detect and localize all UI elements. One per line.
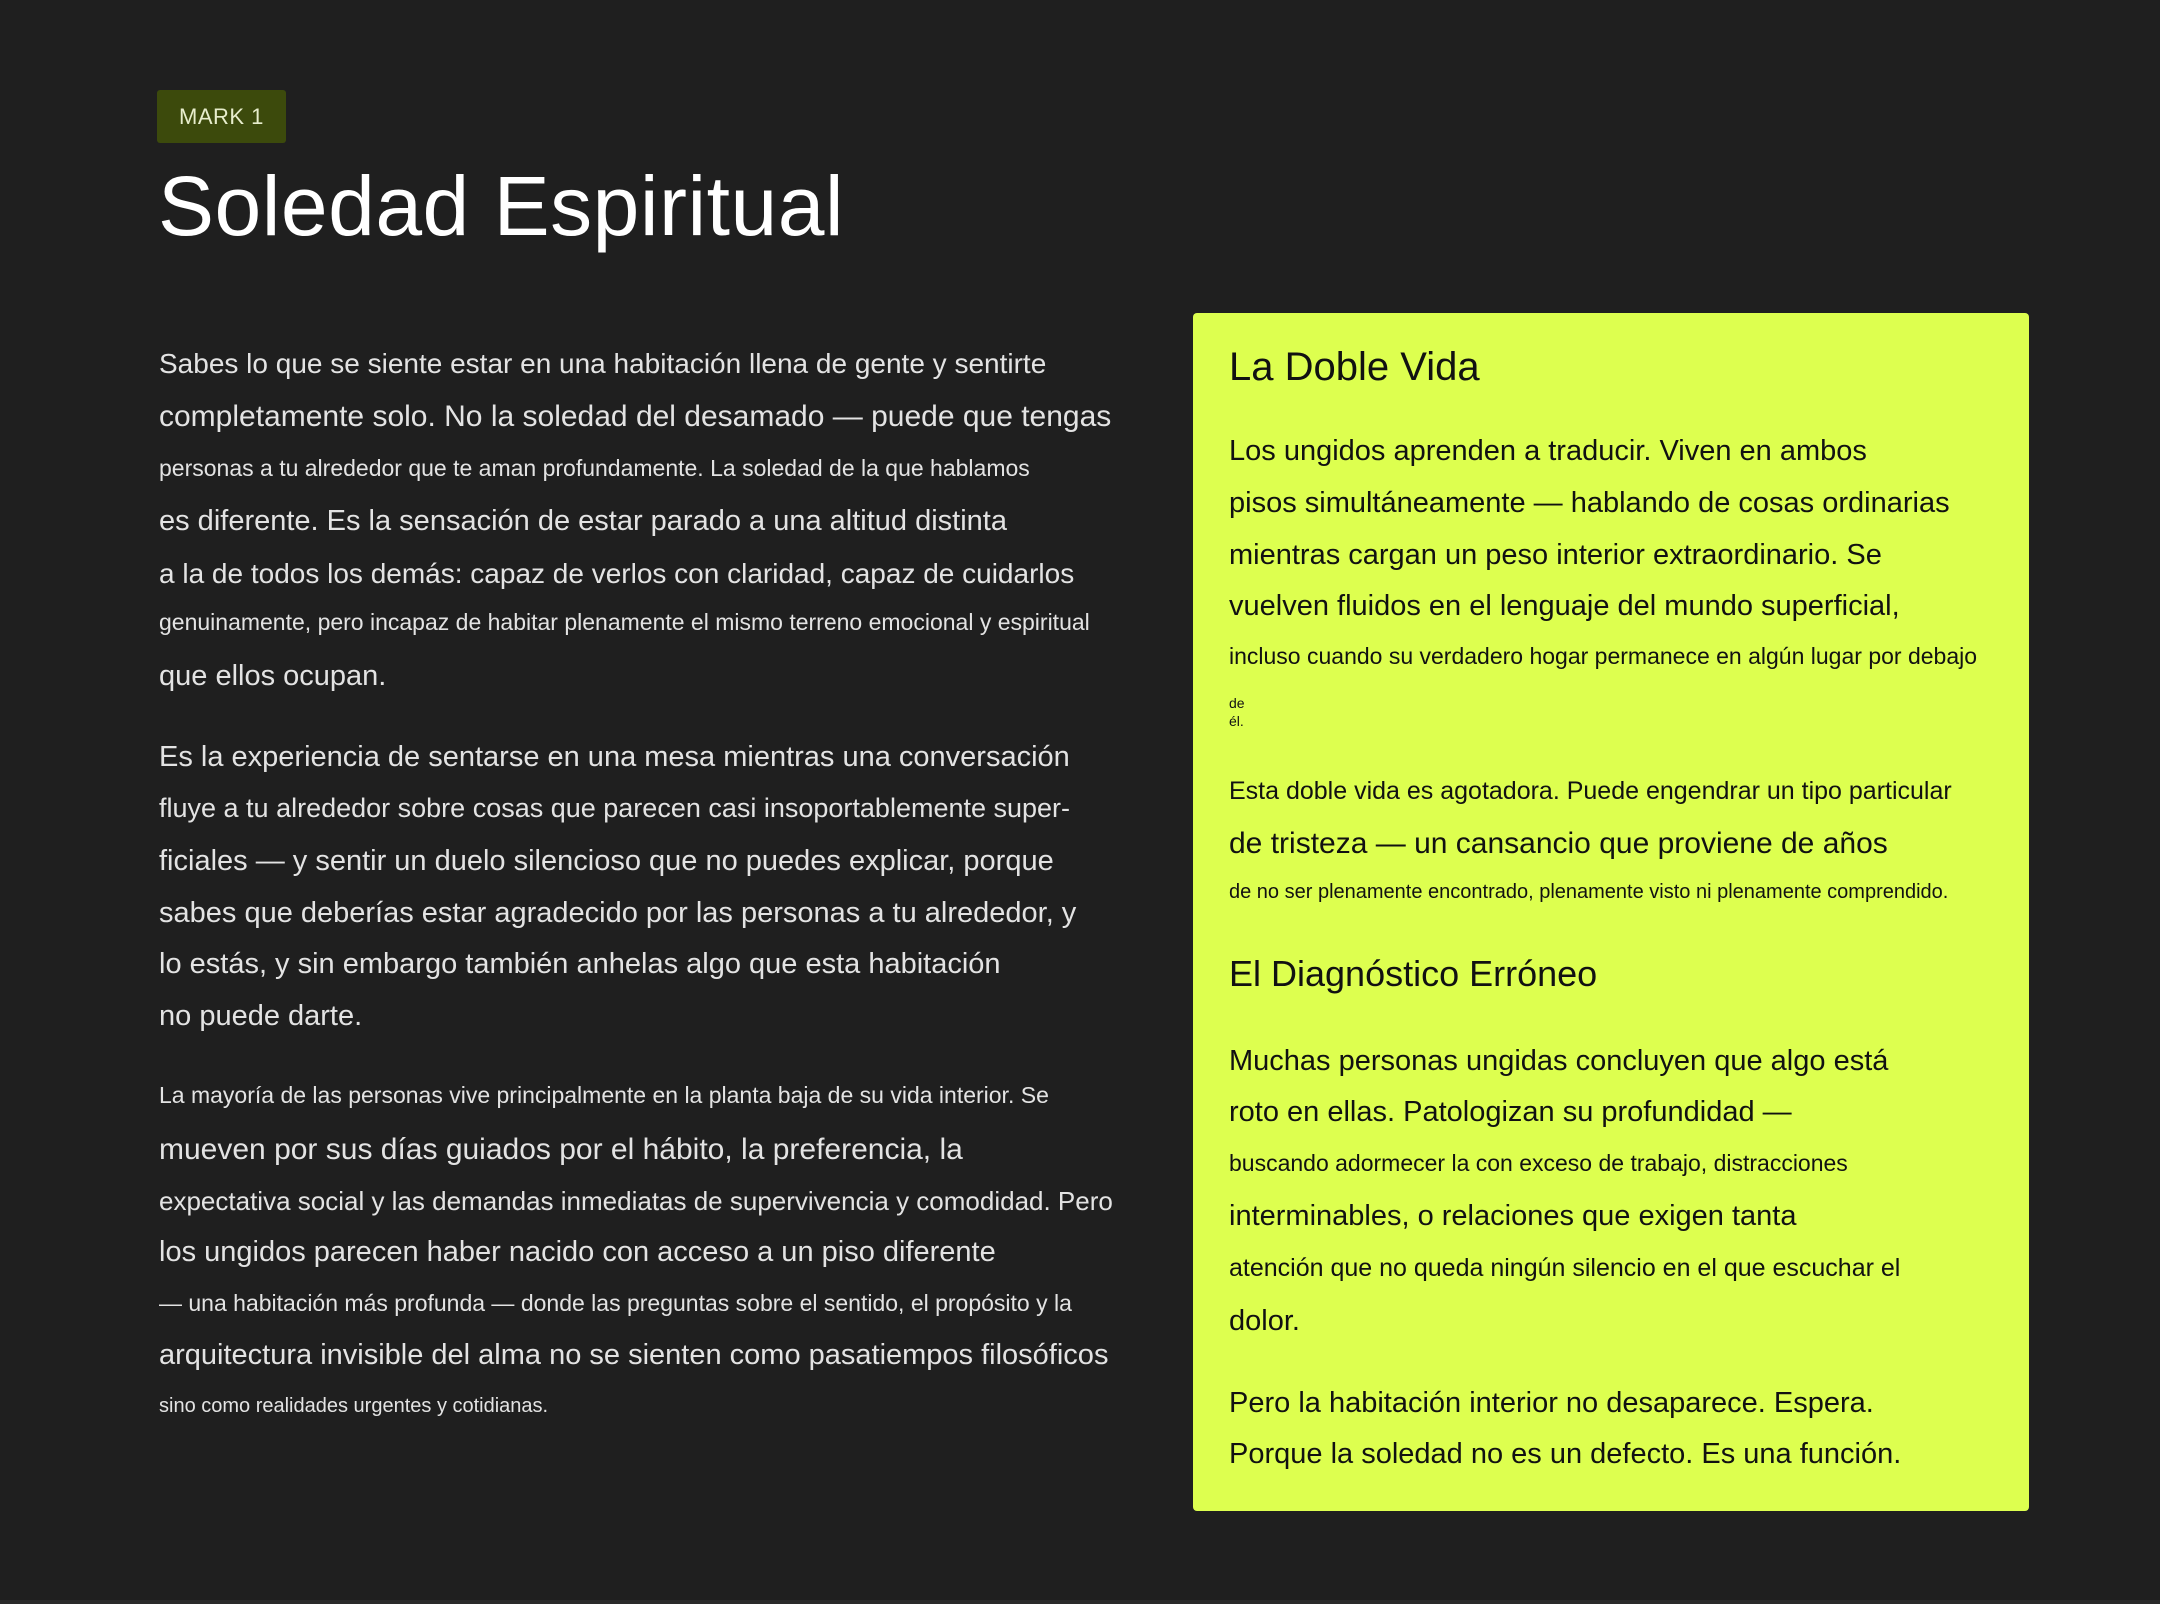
body-line: ficiales — y sentir un duelo silencioso que no puedes explicar, porque xyxy=(159,845,1054,877)
section-badge: MARK 1 xyxy=(157,90,286,143)
panel-line: roto en ellas. Patologizan su profundidad — xyxy=(1229,1096,1792,1128)
body-line: personas a tu alrededor que te aman profundamente. La soledad de la que hablamos xyxy=(159,455,1030,481)
panel-line: de no ser plenamente encontrado, plenamente visto ni plenamente comprendido. xyxy=(1229,881,1949,903)
panel-line: Muchas personas ungidas concluyen que algo está xyxy=(1229,1045,1889,1077)
panel-heading: La Doble Vida xyxy=(1229,345,1480,389)
panel-line: dolor. xyxy=(1229,1305,1300,1337)
body-line: genuinamente, pero incapaz de habitar plenamente el mismo terreno emocional y espiritual xyxy=(159,609,1090,635)
body-line: es diferente. Es la sensación de estar parado a una altitud distinta xyxy=(159,505,1007,537)
body-line: fluye a tu alrededor sobre cosas que parecen casi insoportablemente super- xyxy=(159,793,1071,823)
body-line: — una habitación más profunda — donde las preguntas sobre el sentido, el propósito y la xyxy=(159,1290,1072,1316)
panel-line: él. xyxy=(1229,713,1244,729)
panel-line: mientras cargan un peso interior extraordinario. Se xyxy=(1229,539,1882,571)
body-line: sino como realidades urgentes y cotidianas. xyxy=(159,1395,549,1417)
body-line: Sabes lo que se siente estar en una habitación llena de gente y sentirte xyxy=(159,348,1047,379)
body-line: lo estás, y sin embargo también anhelas algo que esta habitación xyxy=(159,948,1001,980)
body-line: mueven por sus días guiados por el hábito, la preferencia, la xyxy=(159,1133,963,1166)
panel-line: Porque la soledad no es un defecto. Es una función. xyxy=(1229,1438,1902,1470)
panel-line: Los ungidos aprenden a traducir. Viven en ambos xyxy=(1229,435,1867,467)
body-line: los ungidos parecen haber nacido con acceso a un piso diferente xyxy=(159,1236,996,1268)
body-line: La mayoría de las personas vive principalmente en la planta baja de su vida interior. Se xyxy=(159,1082,1049,1108)
panel-line: vuelven fluidos en el lenguaje del mundo superficial, xyxy=(1229,590,1900,622)
panel-line: de xyxy=(1229,695,1245,711)
panel-line: de tristeza — un cansancio que proviene de años xyxy=(1229,827,1888,860)
body-line: expectativa social y las demandas inmediatas de supervivencia y comodidad. Pero xyxy=(159,1186,1113,1216)
panel-line: interminables, o relaciones que exigen tanta xyxy=(1229,1200,1797,1232)
body-line: a la de todos los demás: capaz de verlos con claridad, capaz de cuidarlos xyxy=(159,558,1075,589)
page-title: Soledad Espiritual xyxy=(158,159,845,253)
panel-heading: El Diagnóstico Erróneo xyxy=(1229,953,1598,994)
panel-line: Pero la habitación interior no desaparece. Espera. xyxy=(1229,1387,1874,1419)
panel-line: Esta doble vida es agotadora. Puede engendrar un tipo particular xyxy=(1229,777,1952,805)
panel-line: atención que no queda ningún silencio en el que escuchar el xyxy=(1229,1254,1901,1282)
panel-line: buscando adormecer la con exceso de trabajo, distracciones xyxy=(1229,1150,1848,1176)
body-line: sabes que deberías estar agradecido por las personas a tu alrededor, y xyxy=(159,897,1077,929)
bottom-divider xyxy=(0,1600,2160,1604)
body-line: arquitectura invisible del alma no se sienten como pasatiempos filosóficos xyxy=(159,1339,1109,1371)
callout-panel xyxy=(1193,313,2029,1511)
body-line: que ellos ocupan. xyxy=(159,660,387,692)
body-line: Es la experiencia de sentarse en una mesa mientras una conversación xyxy=(159,741,1070,773)
panel-line: pisos simultáneamente — hablando de cosas ordinarias xyxy=(1229,487,1950,519)
body-line: completamente solo. No la soledad del desamado — puede que tengas xyxy=(159,400,1112,433)
panel-line: incluso cuando su verdadero hogar permanece en algún lugar por debajo xyxy=(1229,643,1978,669)
body-line: no puede darte. xyxy=(159,1000,363,1032)
